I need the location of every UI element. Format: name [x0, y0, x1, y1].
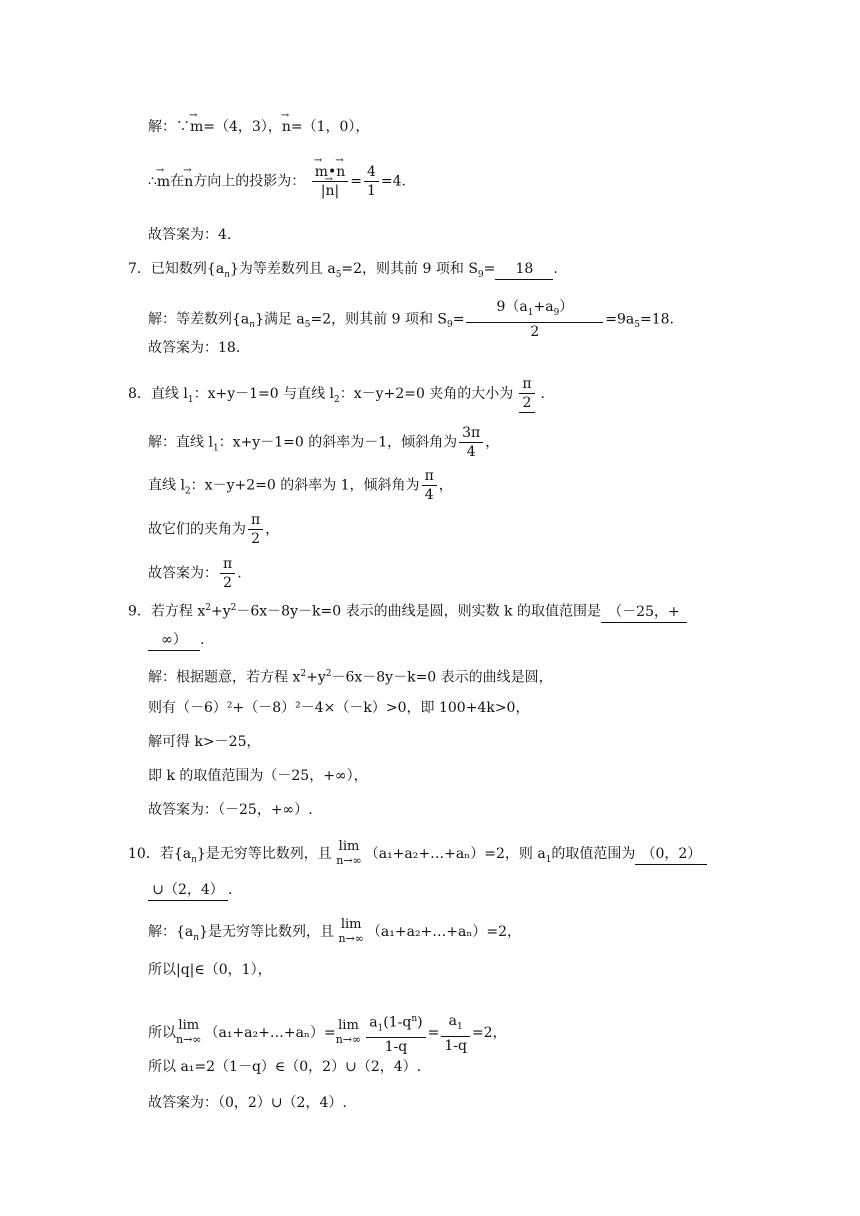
fraction: $\frac{\pi}{2}$ — [220, 555, 235, 592]
solution-line: 故它们的夹角为 $\frac{\pi}{2}$ ， — [148, 512, 280, 547]
fraction: $\frac{9(a_1+a_9)}{2}$ — [466, 298, 603, 341]
question-8: 8．直线 $l_1$：x+y－1=0 与直线 $l_2$：x－y+2=0 夹角的大小为 $\frac{\pi}{2}$ . — [128, 376, 545, 411]
question-9-cont: ∞） . — [148, 630, 204, 651]
limit-symbol: lim n→∞ — [338, 917, 364, 945]
answer-line: 故答案为：（0，2）∪（2，4）. — [148, 1095, 347, 1111]
text: 解：∵ — [148, 119, 190, 135]
answer-blank: 18 — [495, 259, 553, 280]
question-9: 9．若方程 $x^2+y^2-6x-8y-k=0$ 表示的曲线是圆，则实数 k 的取值范围是 （－25，+ — [128, 598, 687, 623]
vector-m: → m — [190, 117, 203, 137]
fraction: $\frac{\pi}{2}$ — [248, 511, 263, 548]
solution-line: ∴→ m在→ n方向上的投影为： → $\frac{m•\to n}{|\to n|}$ = $\frac{4}{1}$ =4. — [148, 163, 406, 200]
fraction: $\frac{3\pi}{4}$ — [459, 424, 483, 461]
solution-line: 解：$\{a_n\}$是无穷等比数列，且 lim n→∞ （a₁+a₂+…+aₙ）=2， — [148, 917, 522, 945]
solution-line: 直线 $l_2$：x－y+2=0 的斜率为 1，倾斜角为 $\frac{\pi}{4}$ ， — [148, 468, 453, 503]
fraction: $\frac{a_1(1-q^n)}{1-q}$ — [366, 1010, 425, 1056]
answer-blank: （0，2） — [635, 844, 707, 865]
fraction: $\frac{\pi}{4}$ — [422, 467, 437, 504]
text: 方向上的投影为： — [193, 173, 306, 190]
limit-symbol: lim n→∞ — [176, 1018, 202, 1047]
solution-line: 解：等差数列$\{a_n\}$满足 $a_5=2$，则其前 9 项和 $S_9=$ $\frac{9(a_1+a_9)}{2}$ $=9a_5=18$. — [148, 299, 675, 340]
question-10-cont: ∪（2，4） . — [148, 880, 232, 901]
text: =（4，3）， — [203, 119, 282, 135]
solution-line: 即 k 的取值范围为（－25，+∞）， — [148, 768, 368, 784]
answer-line: 故答案为：（－25，+∞）. — [148, 802, 313, 818]
question-7: 7．已知数列$\{a_n\}$为等差数列且 $a_5=2$，则其前 9 项和 $S_9= 18$ . — [128, 261, 558, 280]
text: 在 — [170, 173, 185, 190]
vector-n: → n — [184, 172, 193, 192]
solution-line — [148, 117, 369, 137]
solution-line: 所以 a₁=2（1－q）∈（0，2）∪（2，4）. — [148, 1059, 422, 1075]
vector-n: → n — [282, 117, 291, 137]
fraction: $\frac{a_1}{1-q}$ — [441, 1012, 470, 1055]
answer-blank: ∞） — [148, 630, 200, 651]
solution-line: 解：根据题意，若方程 $x^2+y^2-6x-8y-k=0$ 表示的曲线是圆， — [148, 669, 553, 686]
solution-line: 所以|q|∈（0，1）， — [148, 962, 272, 978]
question-10: 10．若$\{a_n\}$是无穷等比数列，且 lim n→∞ （a₁+a₂+…+aₙ）=2，则 $a_1$的取值范围为 （0，2） — [128, 840, 707, 870]
answer-blank: ∪（2，4） — [148, 880, 228, 901]
vector-m: → m — [157, 172, 170, 192]
limit-symbol: lim n→∞ — [335, 1018, 362, 1047]
solution-line: 解可得 k>－25， — [148, 734, 261, 750]
solution-line: 所以 lim n→∞ （a₁+a₂+…+aₙ）= lim n→∞ $\frac{a_1(1-q^n)}{1-q}$ = $\frac{a_1}{1-q}$ =2， — [148, 1010, 507, 1056]
answer-line: 故答案为：18. — [148, 340, 241, 356]
answer-line: 故答案为：4. — [148, 227, 232, 243]
fraction: $\frac{4}{1}$ — [364, 163, 379, 200]
fraction: → $\frac{m•\to n}{|\to n|}$ — [312, 163, 349, 200]
text: =4. — [380, 173, 407, 190]
solution-line: 则有（－6）²+（－8）²－4×（－k）>0，即 100+4k>0， — [148, 700, 530, 716]
limit-symbol: lim n→∞ — [336, 839, 362, 867]
solution-line: 解：直线 $l_1$：x+y－1=0 的斜率为－1，倾斜角为 $\frac{3\pi}{4}$ ， — [148, 425, 500, 460]
text: =（1，0）， — [290, 119, 370, 135]
answer-line: 故答案为： $\frac{\pi}{2}$ . — [148, 556, 242, 591]
text: ∴ — [148, 173, 157, 190]
answer-blank: （－25，+ — [601, 602, 687, 623]
